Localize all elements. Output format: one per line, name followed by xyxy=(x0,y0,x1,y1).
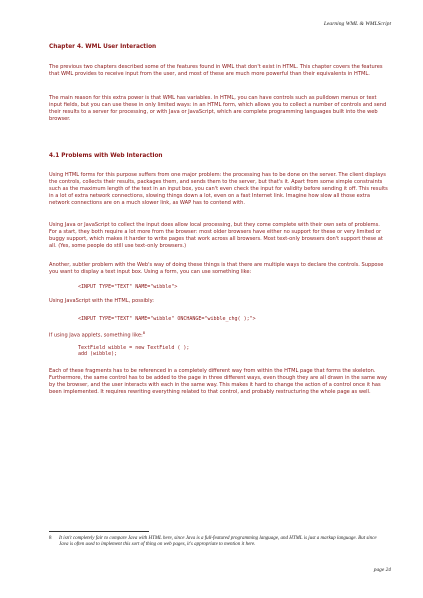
footnote-divider xyxy=(49,531,149,532)
section-paragraph-2: Using Java or JavaScript to collect the input does allow local processing, but they come complete with their own sets of problems. For a start, they both require a lot more from the browser: most older browsers have either no support for these or very limited or buggy support, which makes it harder to write pages that work across all browsers. Most text-only browsers don't support these at all. (Yes, some people do still use text-only browsers.) xyxy=(49,222,383,249)
intro-paragraph-2: The main reason for this extra power is that WML has variables. In HTML, you can have controls such as pulldown menus or text input fields, but you can use these in only limited ways: in an HTML form, which allows you to collect a number of controls and send their results to a server for processing, or with Java or JavaScript, which are complete programming languages built into the web browser. xyxy=(49,95,387,122)
section-paragraph-3: Another, subtler problem with the Web's way of doing these things is that there are multiple ways to declare the controls. Suppose you want to display a text input box. Using a form, you can use something like: xyxy=(49,262,384,275)
footnote-reference: 8 xyxy=(142,330,146,335)
footnote-text: It isn't completely fair to compare Java with HTML here, since Java is a full-featured programming language, and HTML is just a markup language. But since Java is often used to implement this sort of thing on web pages, it's appropriate to mention it here. xyxy=(59,536,377,548)
code-snippet-java: TextField wibble = new TextField ( ); add (wibble); xyxy=(78,345,190,358)
paragraph-5-text: If using Java applets, something like: xyxy=(49,332,143,339)
footnote xyxy=(49,536,389,549)
section-paragraph-1: Using HTML forms for this purpose suffers from one major problem: the processing has to be done on the server. The client displays the controls, collects their results, packages them, and sends them to the server, but that's it. Apart from some simple constraints such as the maximum length of the text in an input box, you can't even check the input for validity before sending it off. This results in a lot of extra network connections, slowing things down a lot, even on a fast Internet link. Imagine how slow all those extra network connections are on a much slower link, as WAP has to contend with. xyxy=(49,172,388,206)
running-header: Learning WML & WMLScript xyxy=(323,21,391,27)
section-paragraph-6: Each of these fragments has to be referenced in a completely different way from within the HTML page that forms the skeleton. Furthermore, the same control has to be added to the page in three different ways, even though they are all drawn in the same way by the browser, and the user interacts with each in the same way. This makes it hard to change the action of a control once it has been implemented. It requires rewriting everything related to that control, and probably restructuring the whole page as well. xyxy=(49,368,387,395)
code-snippet-form: <INPUT TYPE="TEXT" NAME="wibble"> xyxy=(78,284,178,290)
section-paragraph-4: Using JavaScript with the HTML, possibly: xyxy=(49,298,154,304)
page-number: page 24 xyxy=(373,567,391,573)
intro-paragraph-1: The previous two chapters described some of the features found in WML that don't exist in HTML. This chapter covers the features that WML provides to receive input from the user, and most of these are much more powerful than their equivalents in HTML. xyxy=(49,64,383,77)
footnote-number: 8 xyxy=(49,536,52,541)
section-paragraph-5 xyxy=(49,330,389,340)
section-title: 4.1 Problems with Web Interaction xyxy=(49,153,163,159)
chapter-title: Chapter 4. WML User Interaction xyxy=(49,44,157,50)
code-snippet-javascript: <INPUT TYPE="TEXT" NAME="wibble" ONCHANGE="wibble_chg( );"> xyxy=(78,316,256,322)
